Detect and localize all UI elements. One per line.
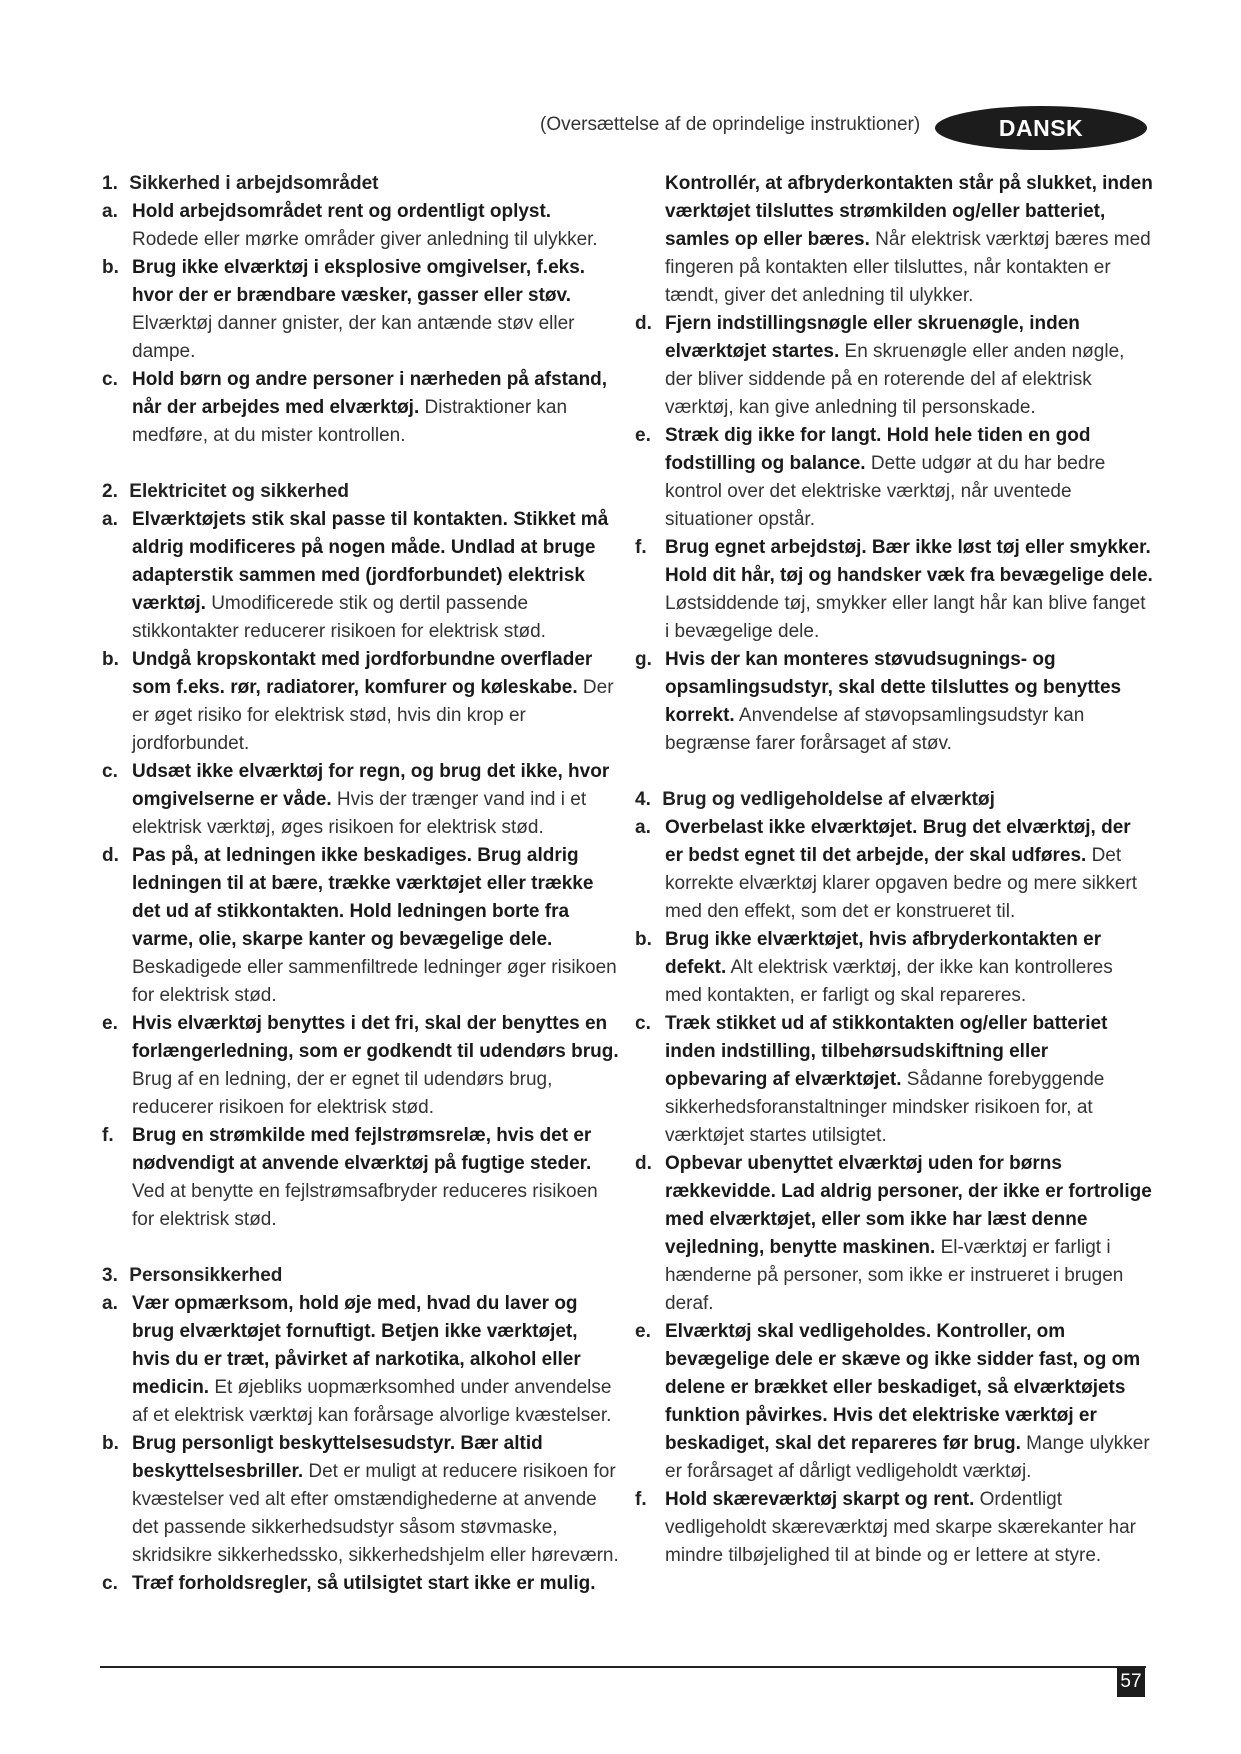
section-label: Brug og vedligeholdelse af elværktøj xyxy=(662,789,995,810)
item-text: Et øjebliks uopmærksomhed under anvendelse af et elektrisk værktøj kan forårsage alvorlige kvæstelser. xyxy=(132,1377,612,1426)
item-heading: Hold arbejdsområdet rent og ordentligt oplyst. xyxy=(132,201,552,222)
item-marker: e. xyxy=(635,1321,651,1342)
item-text: Rodede eller mørke områder giver anledning til ulykker. xyxy=(132,229,598,250)
item-marker: b. xyxy=(102,649,119,670)
item-heading: Kontrollér, at afbryderkontakten står på slukket, inden værktøjet tilsluttes strømkilden og/eller batteriet, samles op eller bæres. xyxy=(665,173,1153,250)
item-heading: Elværktøjets stik skal passe til kontakten. Stikket må aldrig modificeres på nogen måde. Undlad at bruge adapterstik sammen med (jordforbundet) elektrisk værktøj. xyxy=(132,509,609,614)
footer-rule xyxy=(100,1666,1146,1668)
section-label: Elektricitet og sikkerhed xyxy=(129,481,349,502)
item-marker: e. xyxy=(635,425,651,446)
item-marker: a. xyxy=(102,509,118,530)
list-item xyxy=(633,1150,1153,1318)
section-label: Personsikkerhed xyxy=(129,1265,283,1286)
item-marker: d. xyxy=(102,845,119,866)
list-item xyxy=(633,422,1153,534)
translation-note: (Oversættelse af de oprindelige instruktioner) xyxy=(540,114,921,135)
item-heading: Hvis elværktøj benyttes i det fri, skal der benyttes en forlængerledning, som er godkendt til udendørs brug. xyxy=(132,1013,619,1062)
item-heading: Elværktøj skal vedligeholdes. Kontroller, om bevægelige dele er skæve og ikke sidder fast, og om delene er brækket eller beskadiget, så elværktøjets funktion påvirkes. Hvis det elektriske værktøj er beskadiget, skal det repareres før brug. xyxy=(665,1321,1141,1454)
list-item xyxy=(100,646,620,758)
item-text: Sådanne forebyggende sikkerhedsforanstaltninger mindsker risikoen for, at værktøjet startes utilsigtet. xyxy=(665,1069,1105,1146)
item-text: Der er øget risiko for elektrisk stød, hvis din krop er jordforbundet. xyxy=(132,677,614,754)
section-number: 2. xyxy=(102,481,118,502)
item-text: Alt elektrisk værktøj, der ikke kan kontrolleres med kontakten, er farligt og skal repareres. xyxy=(665,957,1113,1006)
list-item xyxy=(633,814,1153,926)
item-heading: Undgå kropskontakt med jordforbundne overflader som f.eks. rør, radiatorer, komfurer og køleskabe. xyxy=(132,649,593,698)
item-marker: a. xyxy=(102,201,118,222)
list-item xyxy=(100,1010,620,1122)
list-item xyxy=(100,254,620,366)
item-text: En skruenøgle eller anden nøgle, der bliver siddende på en roterende del af elektrisk værktøj, kan give anledning til personskade. xyxy=(665,341,1125,418)
item-heading: Brug personligt beskyttelsesudstyr. Bær altid beskyttelsesbriller. xyxy=(132,1433,543,1482)
item-heading: Brug egnet arbejdstøj. Bær ikke løst tøj eller smykker. Hold dit hår, tøj og handsker væk fra bevægelige dele. xyxy=(665,537,1153,586)
item-marker: f. xyxy=(102,1125,114,1146)
section-title xyxy=(100,1262,620,1290)
section-number: 3. xyxy=(102,1265,118,1286)
item-text: Ordentligt vedligeholdt skæreværktøj med skarpe skærekanter har mindre tilbøjelighed til at binde og er lettere at styre. xyxy=(665,1489,1136,1566)
list-item xyxy=(100,1430,620,1570)
list-item xyxy=(100,366,620,450)
item-heading: Brug ikke elværktøj i eksplosive omgivelser, f.eks. hvor der er brændbare væsker, gasser eller støv. xyxy=(132,257,586,306)
item-marker: c. xyxy=(635,1013,651,1034)
item-marker: c. xyxy=(102,1573,118,1594)
language-badge: DANSK xyxy=(935,106,1147,150)
item-text: Elværktøj danner gnister, der kan antænde støv eller dampe. xyxy=(132,313,575,362)
left-column xyxy=(100,170,620,1598)
item-marker: b. xyxy=(102,257,119,278)
item-marker: a. xyxy=(635,817,651,838)
item-marker: b. xyxy=(635,929,652,950)
section-title xyxy=(100,170,620,198)
list-item xyxy=(633,534,1153,646)
item-text: Brug af en ledning, der er egnet til udendørs brug, reducerer risikoen for elektrisk stød. xyxy=(132,1069,553,1118)
list-item xyxy=(633,1486,1153,1570)
list-item xyxy=(100,758,620,842)
section-label: Sikkerhed i arbejdsområdet xyxy=(129,173,379,194)
section-number: 4. xyxy=(635,789,651,810)
page-number: 57 xyxy=(1117,1667,1145,1697)
item-heading: Træf forholdsregler, så utilsigtet start ikke er mulig. xyxy=(132,1573,596,1594)
item-marker: c. xyxy=(102,369,118,390)
item-heading: Hold skæreværktøj skarpt og rent. xyxy=(665,1489,975,1510)
item-marker: g. xyxy=(635,649,652,670)
item-marker: d. xyxy=(635,313,652,334)
list-item xyxy=(633,646,1153,758)
list-item xyxy=(633,926,1153,1010)
item-heading: Vær opmærksom, hold øje med, hvad du laver og brug elværktøjet fornuftigt. Betjen ikke værktøjet, hvis du er træt, påvirket af narkotika, alkohol eller medicin. xyxy=(132,1293,581,1398)
item-marker: a. xyxy=(102,1293,118,1314)
list-item xyxy=(633,310,1153,422)
section-number: 1. xyxy=(102,173,118,194)
item-heading: Fjern indstillingsnøgle eller skruenøgle, inden elværktøjet startes. xyxy=(665,313,1080,362)
item-heading: Brug en strømkilde med fejlstrømsrelæ, hvis det er nødvendigt at anvende elværktøj på fugtige steder. xyxy=(132,1125,592,1174)
item-text: Det er muligt at reducere risikoen for kvæstelser ved alt efter omstændighederne at anvende det passende sikkerhedsudstyr såsom støvmaske, skridsikre sikkerhedssko, sikkerhedshjelm eller høreværn. xyxy=(132,1461,619,1566)
item-text: Ved at benytte en fejlstrømsafbryder reduceres risikoen for elektrisk stød. xyxy=(132,1181,598,1230)
item-heading: Pas på, at ledningen ikke beskadiges. Brug aldrig ledningen til at bære, trække værktøjet eller trække det ud af stikkontakten. Hold ledningen borte fra varme, olie, skarpe kanter og bevægelige dele. xyxy=(132,845,594,950)
list-item xyxy=(100,506,620,646)
item-heading: Overbelast ikke elværktøjet. Brug det elværktøj, der er bedst egnet til det arbejde, der skal udføres. xyxy=(665,817,1131,866)
item-marker: d. xyxy=(635,1153,652,1174)
list-item xyxy=(100,1570,620,1598)
item-marker: f. xyxy=(635,1489,647,1510)
item-text: Anvendelse af støvopsamlingsudstyr kan begrænse farer forårsaget af støv. xyxy=(665,705,1085,754)
item-marker: c. xyxy=(102,761,118,782)
list-item xyxy=(633,170,1153,310)
item-text: Dette udgør at du har bedre kontrol over det elektriske værktøj, når uventede situationer opstår. xyxy=(665,453,1106,530)
list-item xyxy=(633,1010,1153,1150)
right-column xyxy=(633,170,1153,1570)
item-heading: Hvis der kan monteres støvudsugnings- og opsamlingsudstyr, skal dette tilsluttes og benyttes korrekt. xyxy=(665,649,1122,726)
item-marker: e. xyxy=(102,1013,118,1034)
list-item xyxy=(100,842,620,1010)
item-text: El-værktøj er farligt i hænderne på personer, som ikke er instrueret i brugen deraf. xyxy=(665,1237,1124,1314)
list-item xyxy=(100,198,620,254)
item-heading: Opbevar ubenyttet elværktøj uden for børns rækkevidde. Lad aldrig personer, der ikke er fortrolige med elværktøjet, eller som ikke har læst denne vejledning, benytte maskinen. xyxy=(665,1153,1152,1258)
item-text: Distraktioner kan medføre, at du mister kontrollen. xyxy=(132,397,568,446)
item-text: Når elektrisk værktøj bæres med fingeren på kontakten eller tilsluttes, når kontakten er tændt, giver det anledning til ulykker. xyxy=(665,229,1151,306)
list-item xyxy=(633,1318,1153,1486)
item-text: Umodificerede stik og dertil passende stikkontakter reducerer risikoen for elektrisk stød. xyxy=(132,593,546,642)
item-text: Løstsiddende tøj, smykker eller langt hår kan blive fanget i bevægelige dele. xyxy=(665,593,1146,642)
item-marker: f. xyxy=(635,537,647,558)
item-heading: Træk stikket ud af stikkontakten og/eller batteriet inden indstilling, tilbehørsudskiftning eller opbevaring af elværktøjet. xyxy=(665,1013,1108,1090)
item-text: Hvis der trænger vand ind i et elektrisk værktøj, øges risikoen for elektrisk stød. xyxy=(132,789,587,838)
item-text: Det korrekte elværktøj klarer opgaven bedre og mere sikkert med den effekt, som det er konstrueret til. xyxy=(665,845,1138,922)
item-heading: Brug ikke elværktøjet, hvis afbryderkontakten er defekt. xyxy=(665,929,1102,978)
section-title xyxy=(633,786,1153,814)
list-item xyxy=(100,1122,620,1234)
item-heading: Stræk dig ikke for langt. Hold hele tiden en god fodstilling og balance. xyxy=(665,425,1091,474)
item-heading: Udsæt ikke elværktøj for regn, og brug det ikke, hvor omgivelserne er våde. xyxy=(132,761,610,810)
section-title xyxy=(100,478,620,506)
item-heading: Hold børn og andre personer i nærheden på afstand, når der arbejdes med elværktøj. xyxy=(132,369,608,418)
item-marker: b. xyxy=(102,1433,119,1454)
list-item xyxy=(100,1290,620,1430)
item-text: Beskadigede eller sammenfiltrede ledninger øger risikoen for elektrisk stød. xyxy=(132,957,617,1006)
item-text: Mange ulykker er forårsaget af dårligt vedligeholdt værktøj. xyxy=(665,1433,1150,1482)
